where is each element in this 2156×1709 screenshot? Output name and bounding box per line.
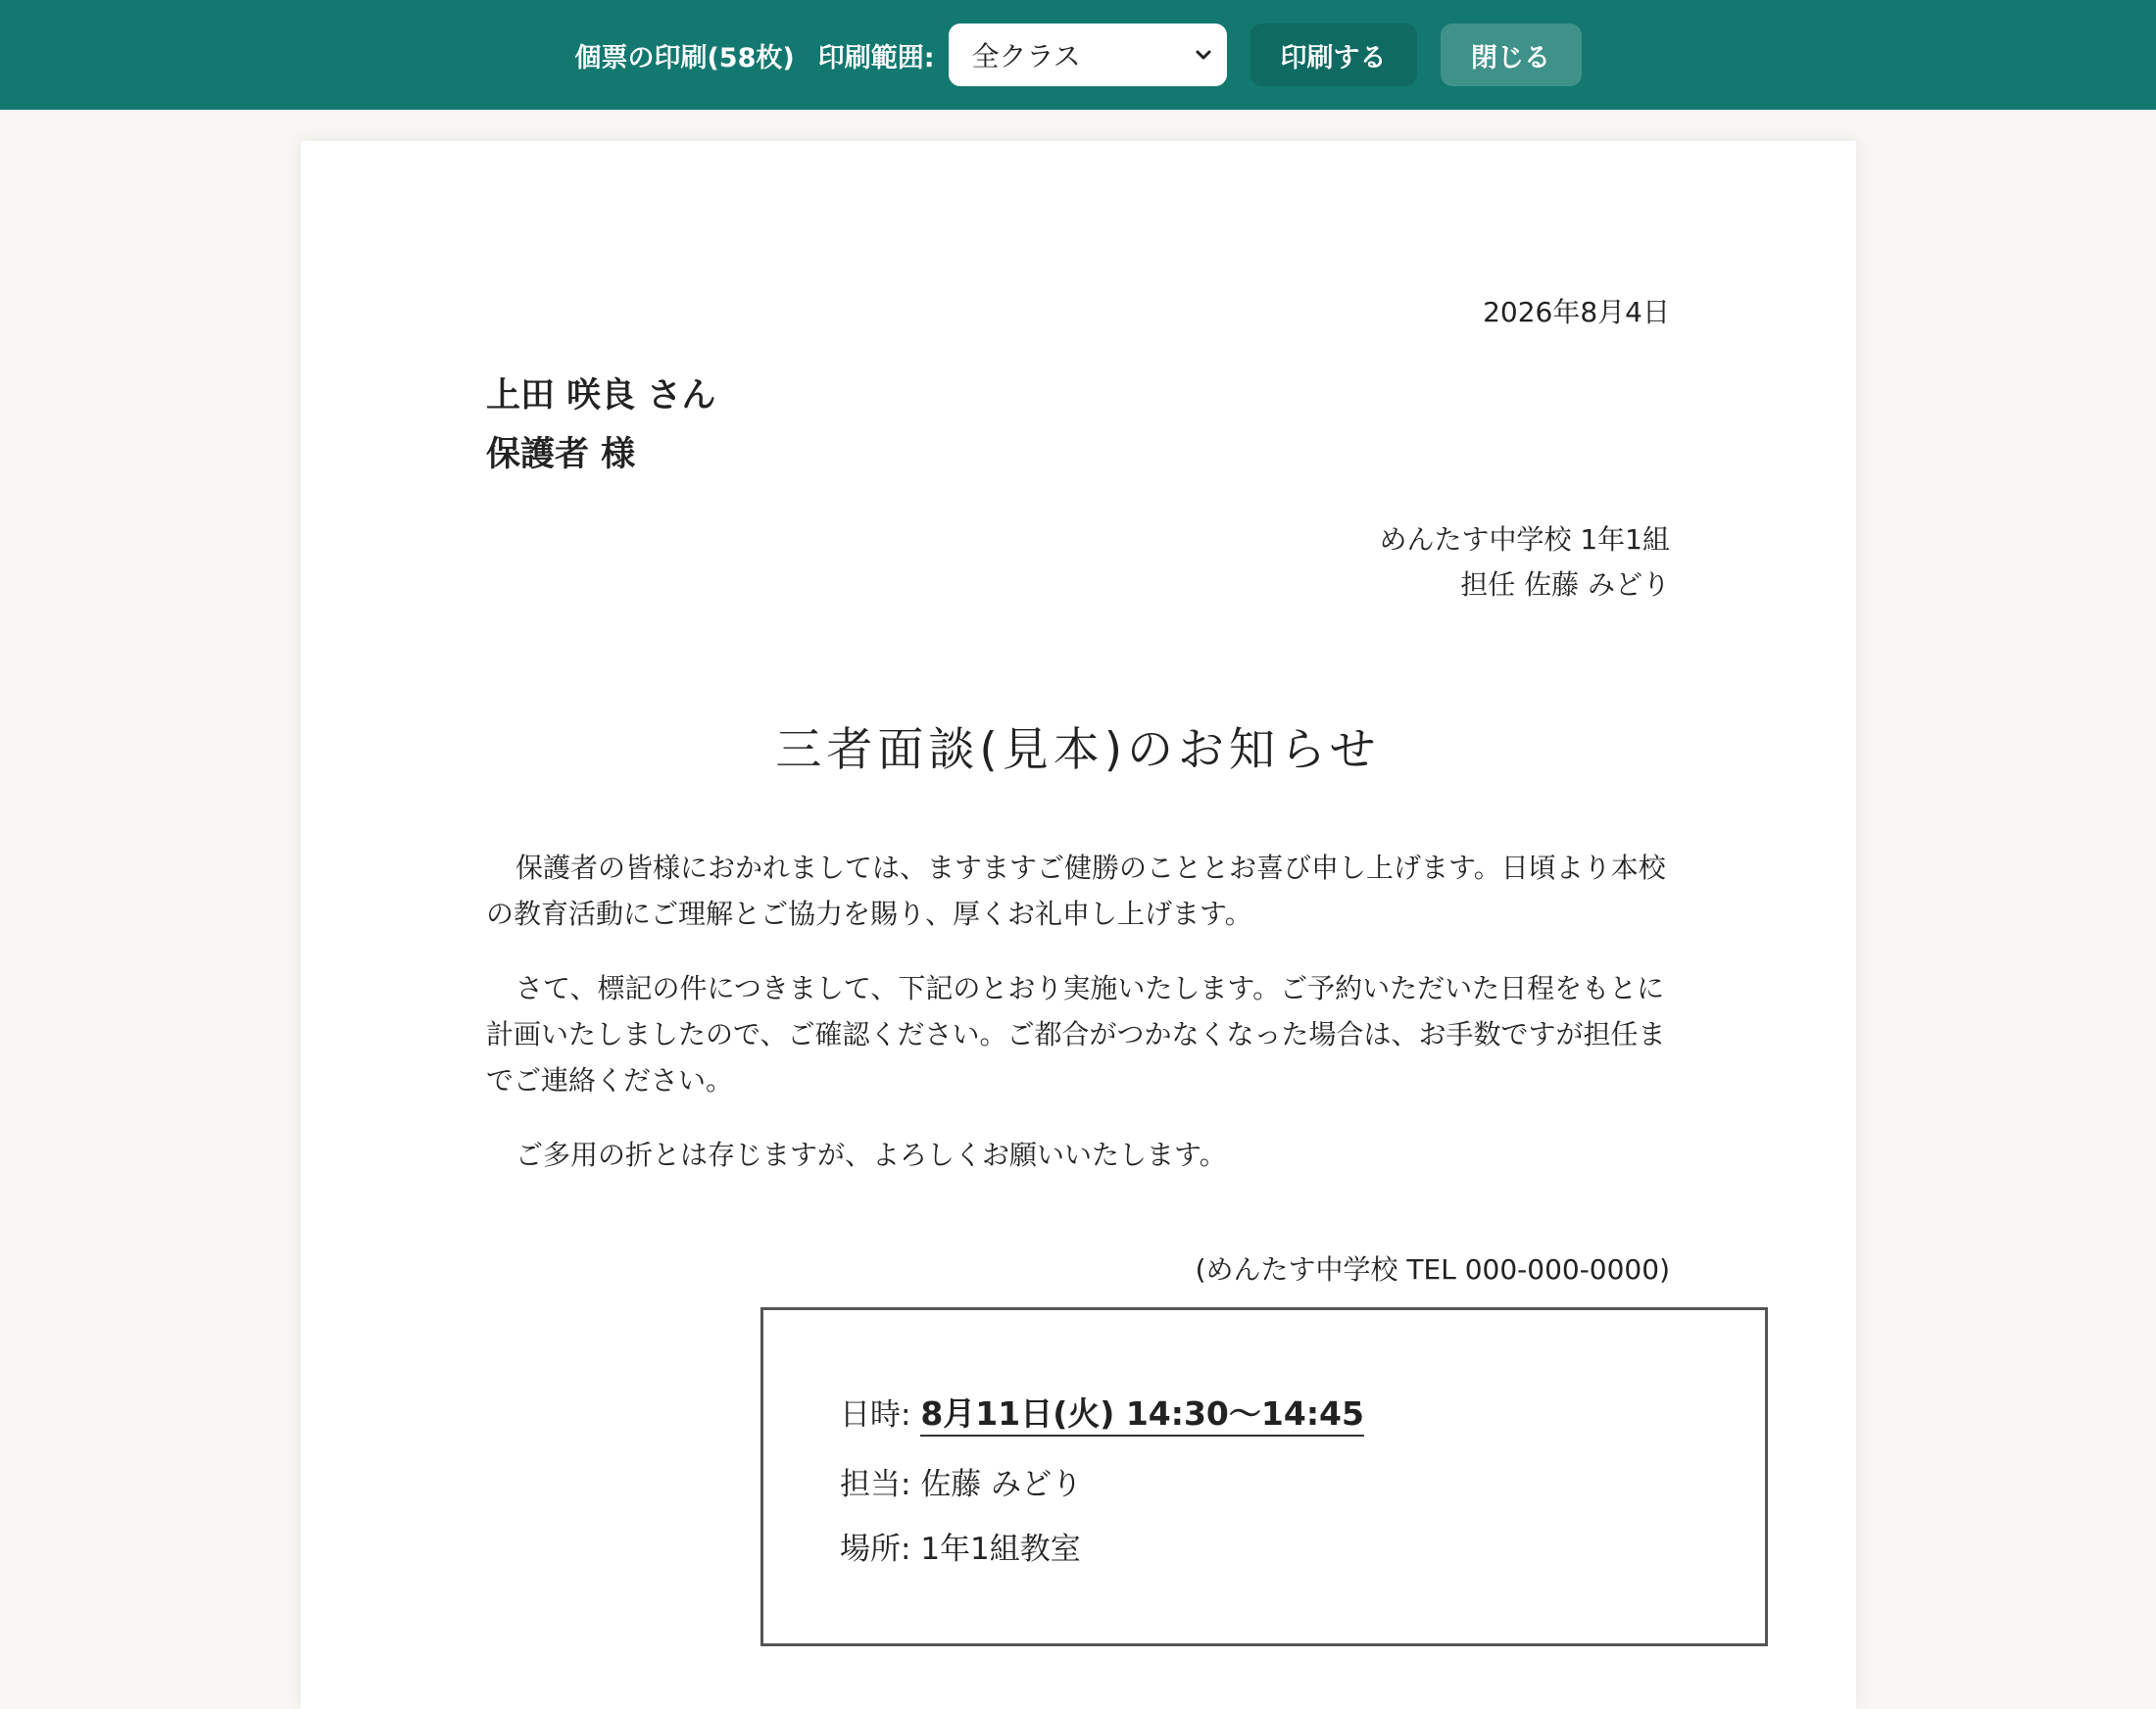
sender-school: めんたす中学校 1年1組 [1379,523,1670,556]
letter-date: 2026年8月4日 [1483,296,1670,328]
print-range-select[interactable] [949,24,1227,86]
datetime-value: 8月11日(火) 14:30〜14:45 [920,1394,1364,1437]
print-range-selected-value: 全クラス [971,40,1081,73]
toolbar-controls [574,24,1581,86]
close-button[interactable]: 閉じる [1441,24,1582,86]
letter-body [486,845,1670,1206]
appointment-datetime-row [840,1389,1364,1435]
sender-block [1379,517,1670,608]
letter-paragraph: 保護者の皆様におかれましては、ますますご健勝のこととお喜び申し上げます。日頃より本校の教育活動にご理解とご協力を賜り、厚くお礼申し上げます。 [486,852,1666,930]
letter-paragraph: さて、標記の件につきまして、下記のとおり実施いたします。ご予約いただいた日程をもとに計画いたしましたので、ご確認ください。ご都合がつかなくなった場合は、お手数ですが担任までご連絡ください。 [486,972,1666,1097]
sender-teacher: 担任 佐藤 みどり [1460,568,1670,601]
staff-label: 担当: [840,1467,911,1502]
appointment-staff-row [840,1459,1082,1503]
recipient-block [486,366,715,484]
chevron-down-icon [1194,45,1213,65]
place-label: 場所: [840,1532,911,1567]
print-button[interactable]: 印刷する [1250,24,1417,86]
place-value: 1年1組教室 [920,1532,1081,1567]
print-toolbar [0,0,2156,110]
datetime-label: 日時: [840,1397,911,1433]
print-range-label: 印刷範囲: [817,42,935,73]
letter-paragraph: ご多用の折とは存じますが、よろしくお願いいたします。 [515,1139,1227,1171]
letter-title: 三者面談(見本)のお知らせ [775,723,1381,777]
school-contact: (めんたす中学校 TEL 000-000-0000) [1195,1253,1670,1286]
recipient-name: 上田 咲良 さん [486,376,716,415]
print-count-title: 個票の印刷(58枚) [574,42,795,73]
appointment-place-row [840,1524,1081,1568]
appointment-details-box [760,1307,1768,1646]
letter-sheet [301,141,1856,1709]
recipient-guardian: 保護者 様 [486,435,636,474]
staff-value: 佐藤 みどり [920,1467,1083,1502]
